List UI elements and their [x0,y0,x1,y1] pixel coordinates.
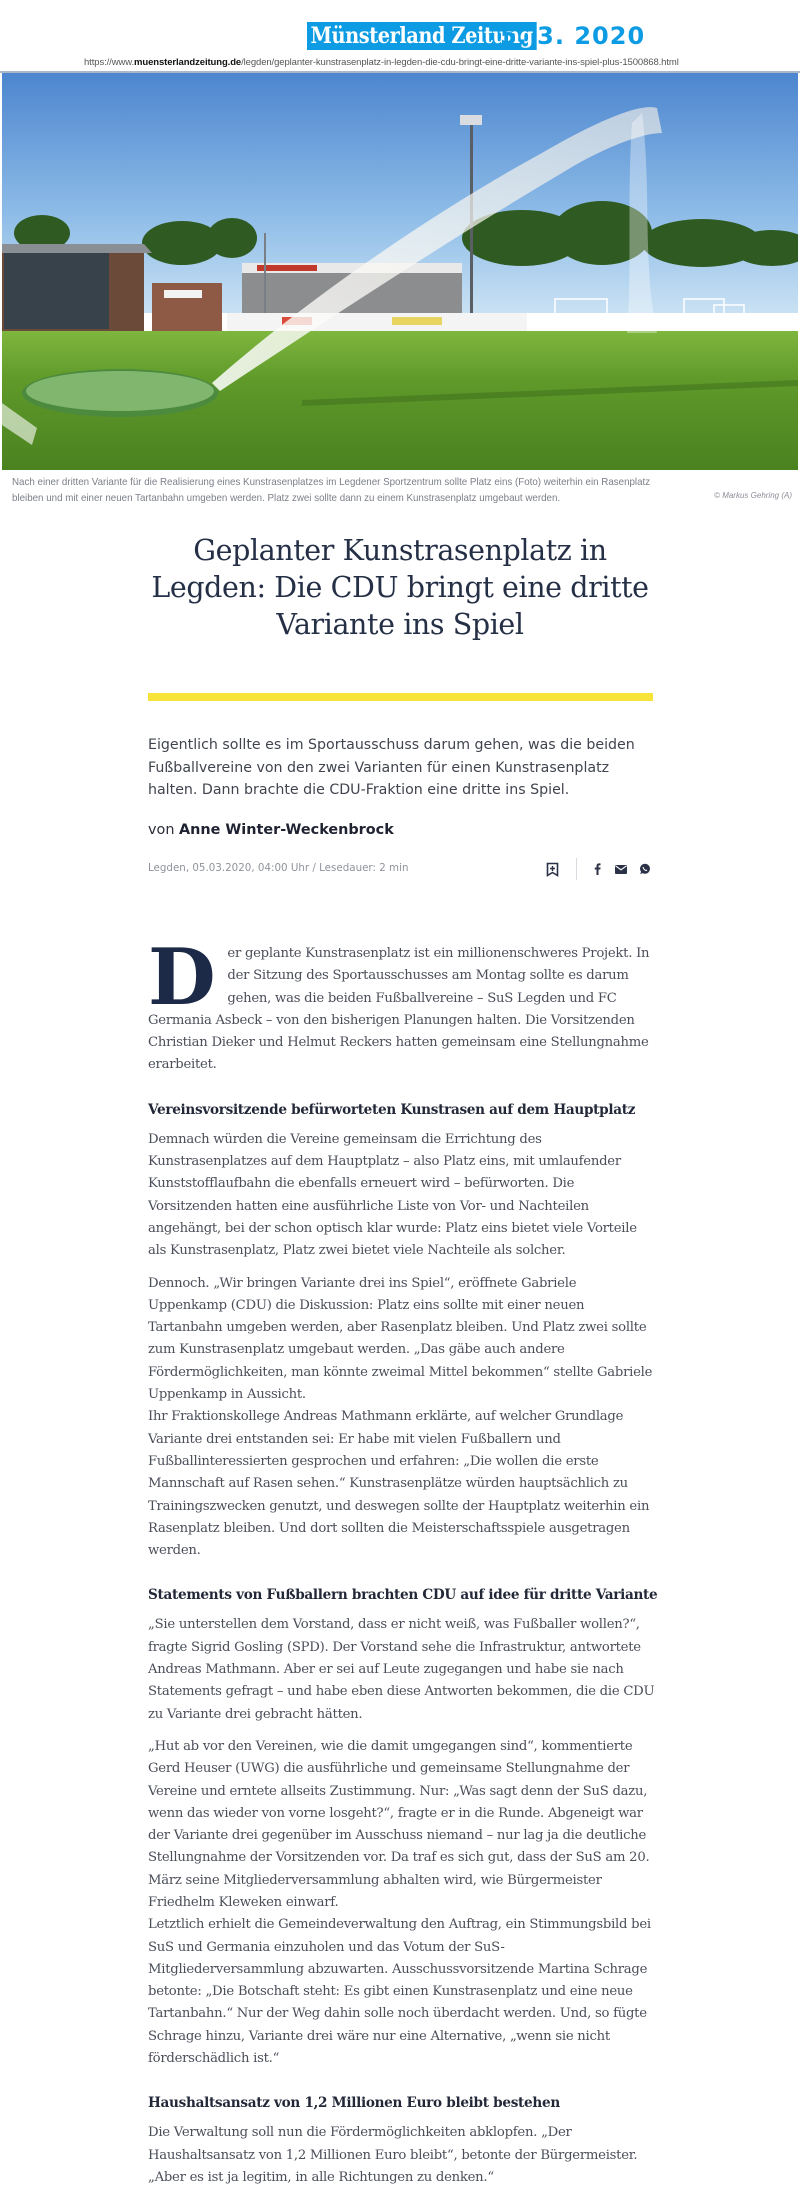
clipping-header [0,0,800,73]
article-teaser: Eigentlich sollte es im Sportausschuss darum gehen, was die beiden Fußballvereine von den zwei Varianten für einen Kunstrasenplatz halten. Dann brachte die CDU-Fraktion eine dritte ins Spiel. [148,737,635,798]
author-name[interactable]: Anne Winter-Weckenbrock [179,822,394,838]
share-divider [576,858,577,880]
caption-text: Nach einer dritten Variante für die Realisierung eines Kunstrasenplatzes im Legdener Sportzentrum sollte Platz eins (Foto) weiterhin ein Rasenplatz bleiben und mit einer neuen Tartanbahn umgeben werden. Platz zwei sollte dann zu einem Kunstrasenplatz umgebaut werden. [12,476,651,504]
byline-prefix: von [148,822,175,838]
body-paragraph: „Hut ab vor den Vereinen, wie die damit umgegangen sind“, kommentierte Gerd Heuser (UWG) die ausführliche und gemeinsame Stellungnahme der Vereine und erntete allseits Zustimmung. Nur: „Was sagt denn der SuS dazu, wenn das wieder von vorne losgeht?“, fragte er in die Runde. Abgeneigt war der Variante drei gegenüber im Ausschuss niemand – nur lag ja die deutliche Stellungnahme der Vorsitzenden vor. Da traf es sich gut, dass der SuS am 20. März seine Mitgliederversammlung abhalten wird, wie Bürgermeister Friedhelm Kleweken einwarf. [148,1738,650,1910]
hero-photo [2,73,798,470]
body-paragraph: „Sie unterstellen dem Vorstand, dass er nicht weiß, was Fußballer wollen?“, fragte Sigrid Gosling (SPD). Der Vorstand sehe die Infrastruktur, antwortete Andreas Mathmann. Aber er sei auf Leute zugegangen und habe sie nach Statements gefragt – und habe eben diese Antworten bekommen, die die CDU zu Variante drei gebracht hätten. [148,1617,655,1722]
body-paragraph: Dennoch. „Wir bringen Variante drei ins Spiel“, eröffnete Gabriele Uppenkamp (CDU) die Diskussion: Platz eins sollte mit einer neuen Tartanbahn umgeben werden, aber Rasenplatz bleiben. Und Platz zwei sollte zum Kunstrasenplatz umgebaut werden. „Das gäbe auch andere Fördermöglichkeiten, man könnte zweimal Mittel bekommen“ stellte Gabriele Uppenkamp in Aussicht. [148,1275,653,1403]
article-body [148,932,658,2199]
body-paragraph: Die Verwaltung soll nun die Fördermöglichkeiten abklopfen. „Der Haushaltsansatz von 1,2 Millionen Euro bleibt“, betonte der Bürgermeister. „Aber es ist ja legitim, in alle Richtungen zu denken.“ [148,2125,638,2185]
masthead [307,22,646,50]
url-domain: muensterlandzeitung.de [134,57,242,68]
headline-accent-bar [148,693,653,701]
mail-icon[interactable] [613,861,629,877]
body-paragraph: Demnach würden die Vereine gemeinsam die Errichtung des Kunstrasenplatzes auf dem Hauptplatz – also Platz eins, mit umlaufender Kunststofflaufbahn die ebenfalls erneuert wird – befürworten. Die Vorsitzenden hatten eine ausführliche Liste von Vor- und Nachteilen angehängt, bei der schon optisch klar wurde: Platz eins bietet viele Vorteile als Kunstrasenplatz, Platz zwei bietet viele Nachteile als solcher. [148,1131,637,1259]
body-paragraph: Letztlich erhielt die Gemeindeverwaltung den Auftrag, ein Stimmungsbild bei SuS und Germania einzuholen und das Votum der SuS-Mitgliederversammlung abzuwarten. Ausschussvorsitzende Martina Schrage betonte: „Die Botschaft steht: Es gibt einen Kunstrasenplatz und eine neue Tartanbahn.“ Nur der Weg dahin solle noch überdacht werden. Und, so fügte Schrage hinzu, Variante drei wäre nur eine Alternative, „wenn sie nicht förderschädlich ist.“ [148,1917,651,2067]
intro-text: er geplante Kunstrasenplatz ist ein millionenschweres Projekt. In der Sitzung des Sportausschusses am Montag sollte es darum gehen, was die beiden Fußballvereine – SuS Legden und FC Germania Asbeck – von den bisherigen Planungen halten. Die Vorsitzenden Christian Dieker und Helmut Reckers hatten gemeinsam eine Stellungnahme erarbeitet. [148,946,650,1073]
article-meta-row [148,858,653,880]
section-heading: Vereinsvorsitzende befürworteten Kunstrasen auf dem Hauptplatz [148,1101,636,1118]
whatsapp-icon[interactable] [637,861,653,877]
issue-date: 5. 3. 2020 [500,22,646,50]
sportsground-photo [2,73,798,470]
share-toolbar [544,858,653,880]
body-paragraph: Ihr Fraktionskollege Andreas Mathmann erklärte, auf welcher Grundlage Variante drei entstanden sei: Er habe mit vielen Fußballern und Fußballinteressierten gesprochen und erfahren: „Die wollen die erste Mannschaft auf Rasen sehen.“ Kunstrasenplätze würden hauptsächlich zu Trainingszwecken genutzt, und deswegen sollte der Hauptplatz weiterhin ein Rasenplatz bleiben. Und dort sollten die Meisterschaftsspiele ausgetragen werden. [148,1409,650,1559]
source-url[interactable] [84,57,679,68]
dateline: Legden, 05.03.2020, 04:00 Uhr / Lesedauer: 2 min [148,862,409,874]
bookmark-icon[interactable] [544,861,560,877]
url-path: /legden/geplanter-kunstrasenplatz-in-legden-die-cdu-bringt-eine-dritte-variante-ins-spiel-plus-1500868.html [241,57,679,68]
publication-logo: Münsterland Zeitung [307,22,536,50]
photo-credit: © Markus Gehring (A) [714,491,792,500]
article-headline: Geplanter Kunstrasenplatz in Legden: Die CDU bringt eine dritte Variante ins Spiel [151,534,649,641]
intro-paragraph [148,932,658,1077]
drop-cap: D [148,932,216,1023]
section-heading: Haushaltsansatz von 1,2 Millionen Euro bleibt bestehen [148,2095,560,2112]
byline [148,822,394,838]
photo-caption [12,474,792,506]
facebook-icon[interactable] [589,861,605,877]
url-prefix: https://www. [84,57,135,68]
section-heading: Statements von Fußballern brachten CDU auf idee für dritte Variante [148,1587,658,1604]
